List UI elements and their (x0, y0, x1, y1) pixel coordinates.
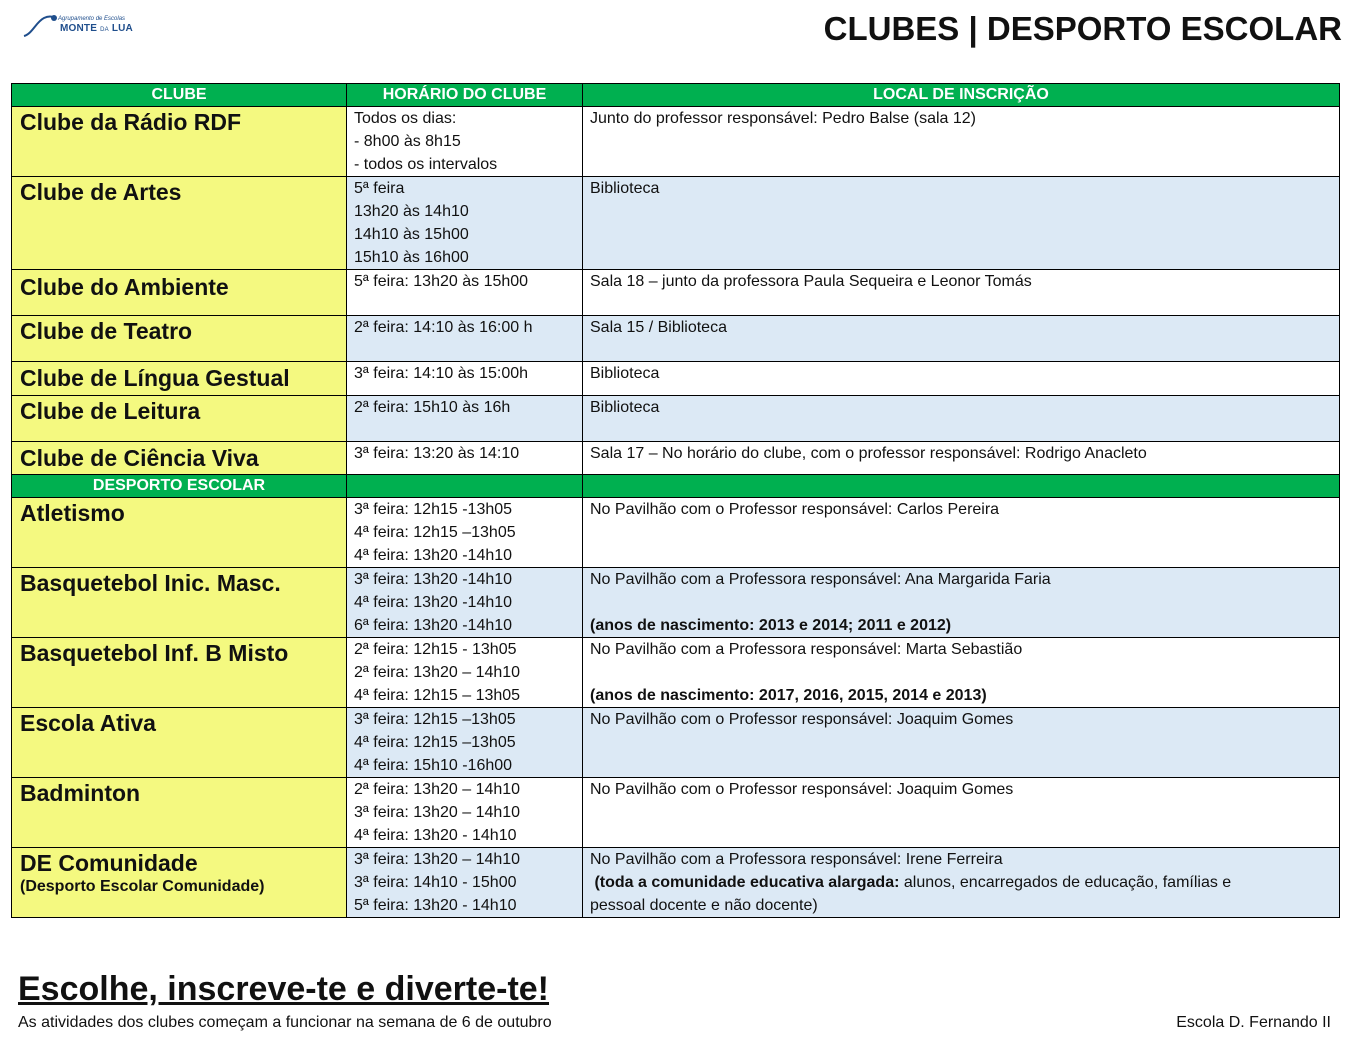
sport-schedule: 3ª feira: 12h15 –13h05 4ª feira: 12h15 –13h05 4ª feira: 15h10 -16h00 (347, 708, 583, 778)
sport-name: Escola Ativa (12, 708, 347, 778)
club-schedule: 3ª feira: 13:20 às 14:10 (347, 442, 583, 475)
section-header-row (12, 475, 1340, 498)
table-row (12, 498, 1340, 568)
sport-location: No Pavilhão com a Professora responsável: Irene Ferreira (toda a comunidade educativa alargada: alunos, encarregados de educação, famílias e pessoal docente e não docente) (583, 848, 1340, 918)
school-name: Escola D. Fernando II (1176, 1014, 1331, 1031)
sport-name: Basquetebol Inic. Masc. (12, 568, 347, 638)
club-location: Biblioteca (583, 177, 1340, 270)
clubs-table (11, 83, 1340, 918)
table-row (12, 638, 1340, 708)
sport-schedule: 3ª feira: 13h20 -14h10 4ª feira: 13h20 -14h10 6ª feira: 13h20 -14h10 (347, 568, 583, 638)
table-row (12, 568, 1340, 638)
table-row (12, 442, 1340, 475)
club-schedule: 2ª feira: 14:10 às 16:00 h (347, 316, 583, 362)
table-row (12, 396, 1340, 442)
table-row (12, 848, 1340, 918)
sport-location: No Pavilhão com a Professora responsável: Ana Margarida Faria (anos de nascimento: 2013 e 2014; 2011 e 2012) (583, 568, 1340, 638)
sport-location: No Pavilhão com o Professor responsável: Joaquim Gomes (583, 778, 1340, 848)
slogan: Escolhe, inscreve-te e diverte-te! (18, 970, 550, 1008)
moon-logo-icon (22, 12, 62, 40)
sport-location: No Pavilhão com o Professor responsável: Carlos Pereira (583, 498, 1340, 568)
club-schedule: 5ª feira 13h20 às 14h10 14h10 às 15h00 15h10 às 16h00 (347, 177, 583, 270)
sport-location: No Pavilhão com o Professor responsável: Joaquim Gomes (583, 708, 1340, 778)
club-schedule: 5ª feira: 13h20 às 15h00 (347, 270, 583, 316)
club-location: Biblioteca (583, 396, 1340, 442)
sport-location: No Pavilhão com a Professora responsável: Marta Sebastião (anos de nascimento: 2017, 2016, 2015, 2014 e 2013) (583, 638, 1340, 708)
club-name: Clube da Rádio RDF (12, 107, 347, 177)
table-row (12, 778, 1340, 848)
club-location: Junto do professor responsável: Pedro Balse (sala 12) (583, 107, 1340, 177)
table-row (12, 708, 1340, 778)
page-title: CLUBES | DESPORTO ESCOLAR (823, 10, 1342, 47)
club-location: Sala 15 / Biblioteca (583, 316, 1340, 362)
club-schedule: 3ª feira: 14:10 às 15:00h (347, 362, 583, 396)
section-label: DESPORTO ESCOLAR (12, 475, 347, 498)
table-row (12, 270, 1340, 316)
club-name: Clube de Artes (12, 177, 347, 270)
table-header-row (12, 84, 1340, 107)
table-row (12, 107, 1340, 177)
club-location: Sala 17 – No horário do clube, com o professor responsável: Rodrigo Anacleto (583, 442, 1340, 475)
school-logo (22, 10, 142, 44)
club-name: Clube de Ciência Viva (12, 442, 347, 475)
sport-schedule: 3ª feira: 13h20 – 14h10 3ª feira: 14h10 - 15h00 5ª feira: 13h20 - 14h10 (347, 848, 583, 918)
sport-name: DE Comunidade (Desporto Escolar Comunidade) (12, 848, 347, 918)
table-row (12, 177, 1340, 270)
start-note: As atividades dos clubes começam a funcionar na semana de 6 de outubro (18, 1014, 552, 1031)
header-location: LOCAL DE INSCRIÇÃO (583, 84, 1340, 107)
club-location: Sala 18 – junto da professora Paula Sequeira e Leonor Tomás (583, 270, 1340, 316)
club-schedule: 2ª feira: 15h10 às 16h (347, 396, 583, 442)
club-name: Clube do Ambiente (12, 270, 347, 316)
club-name: Clube de Leitura (12, 396, 347, 442)
sport-name: Atletismo (12, 498, 347, 568)
header-schedule: HORÁRIO DO CLUBE (347, 84, 583, 107)
sport-name-subtitle: (Desporto Escolar Comunidade) (20, 878, 265, 895)
club-location: Biblioteca (583, 362, 1340, 396)
logo-subtitle: Agrupamento de Escolas (58, 16, 126, 22)
sport-schedule: 2ª feira: 12h15 - 13h05 2ª feira: 13h20 – 14h10 4ª feira: 12h15 – 13h05 (347, 638, 583, 708)
sport-schedule: 2ª feira: 13h20 – 14h10 3ª feira: 13h20 – 14h10 4ª feira: 13h20 - 14h10 (347, 778, 583, 848)
sport-name: Basquetebol Inf. B Misto (12, 638, 347, 708)
header-club: CLUBE (12, 84, 347, 107)
sport-schedule: 3ª feira: 12h15 -13h05 4ª feira: 12h15 –13h05 4ª feira: 13h20 -14h10 (347, 498, 583, 568)
club-name: Clube de Teatro (12, 316, 347, 362)
table-row (12, 316, 1340, 362)
logo-name: MONTE DA LUA (60, 23, 133, 34)
club-name: Clube de Língua Gestual (12, 362, 347, 396)
table-row (12, 362, 1340, 396)
sport-name: Badminton (12, 778, 347, 848)
club-schedule: Todos os dias: - 8h00 às 8h15 - todos os intervalos (347, 107, 583, 177)
